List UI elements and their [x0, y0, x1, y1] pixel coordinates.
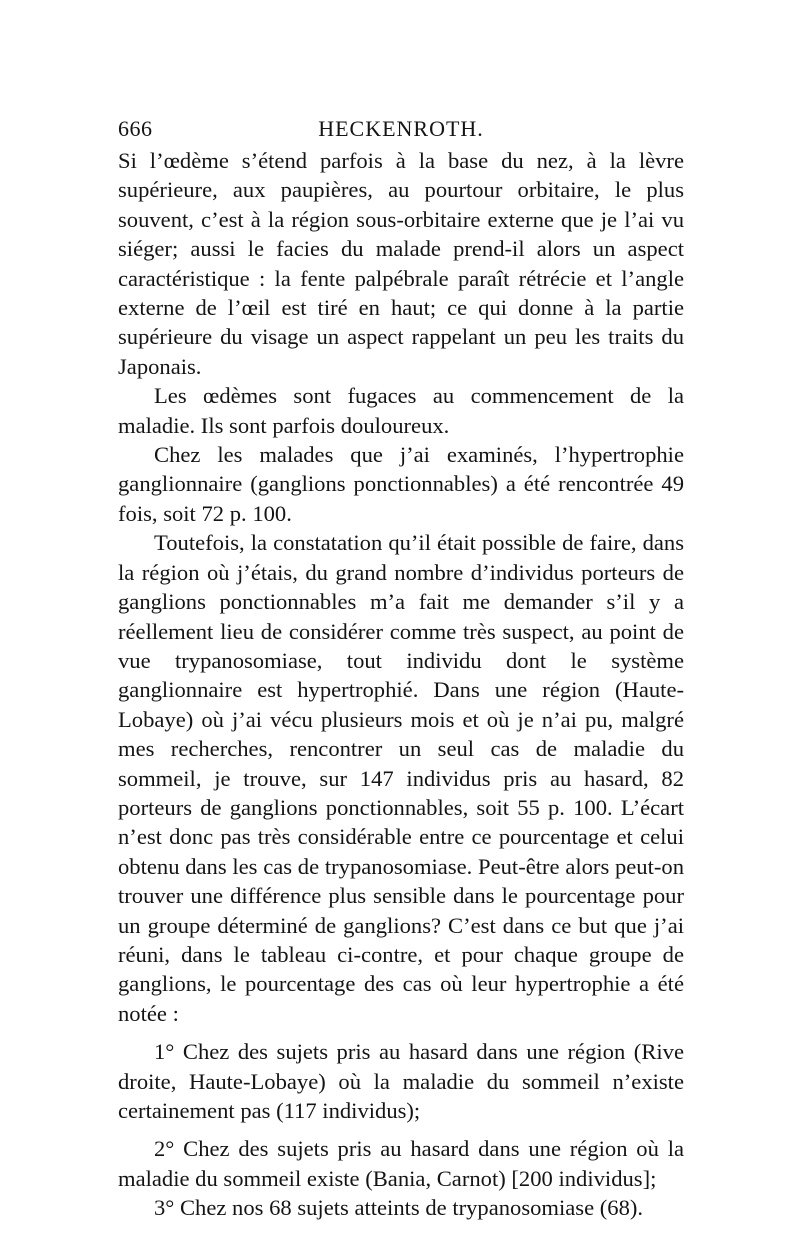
- book-page: [118, 112, 684, 1223]
- body-text: [118, 146, 684, 1223]
- paragraph-oedeme-localisation: Si l’œdème s’étend parfois à la base du nez, à la lèvre supérieure, aux paupières, au pourtour orbitaire, le plus souvent, c’est à la région sous-orbitaire externe que je l’ai vu siéger; aussi le facies du malade prend-il alors un aspect caractéristique : la fente palpébrale paraît rétrécie et l’angle externe de l’œil est tiré en haut; ce qui donne à la partie supérieure du visage un aspect rappelant un peu les traits du Japonais.: [118, 148, 684, 379]
- page-number: 666: [118, 116, 153, 141]
- paragraph-constatation: Toutefois, la constatation qu’il était possible de faire, dans la région où j’étais, du grand nombre d’individus porteurs de ganglions ponctionnables m’a fait me demander s’il y a réellement lieu de considérer comme très suspect, au point de vue trypanosomiase, tout individu dont le système ganglionnaire est hypertrophié. Dans une région (Haute-Lobaye) où j’ai vécu plusieurs mois et où je n’ai pu, malgré mes recherches, rencontrer un seul cas de maladie du sommeil, je trouve, sur 147 individus pris au hasard, 82 porteurs de ganglions ponctionnables, soit 55 p. 100. L’écart n’est donc pas très considérable entre ce pourcentage et celui obtenu dans les cas de trypanosomiase. Peut-être alors peut-on trouver une différence plus sensible dans le pourcentage pour un groupe déterminé de ganglions? C’est dans ce but que j’ai réuni, dans le tableau ci-contre, et pour chaque groupe de ganglions, le pourcentage des cas où leur hypertrophie a été notée :: [118, 530, 684, 1026]
- list-item-1: 1° Chez des sujets pris au hasard dans une région (Rive droite, Haute-Lobaye) où la maladie du sommeil n’existe certainement pas (117 individus);: [118, 1039, 684, 1123]
- list-item-2: 2° Chez des sujets pris au hasard dans une région où la maladie du sommeil existe (Bania, Carnot) [200 individus];: [118, 1136, 684, 1191]
- running-head: [118, 112, 684, 146]
- running-title: HECKENROTH.: [318, 116, 484, 141]
- paragraph-hypertrophie-ganglionnaire: Chez les malades que j’ai examinés, l’hypertrophie ganglionnaire (ganglions ponctionnables) a été rencontrée 49 fois, soit 72 p. 100.: [118, 442, 684, 526]
- paragraph-oedemes-fugaces: Les œdèmes sont fugaces au commencement de la maladie. Ils sont parfois douloureux.: [118, 383, 684, 438]
- list-item-3: 3° Chez nos 68 sujets atteints de trypanosomiase (68).: [154, 1195, 644, 1221]
